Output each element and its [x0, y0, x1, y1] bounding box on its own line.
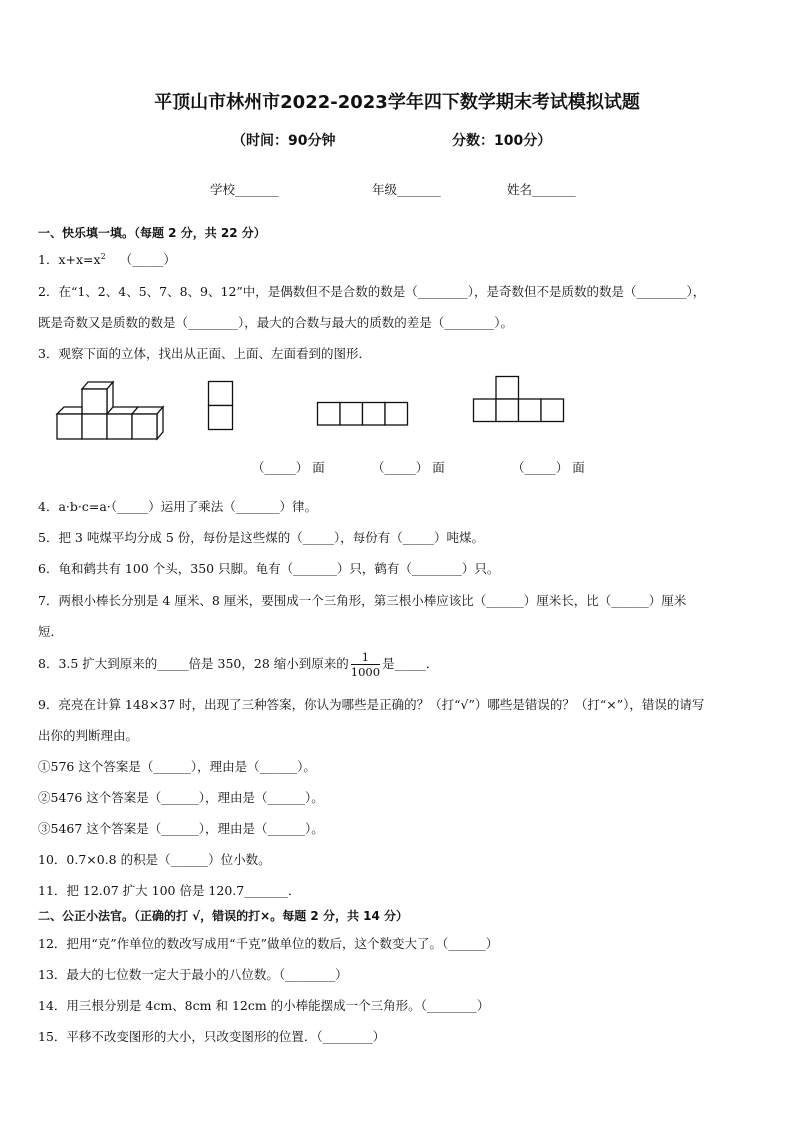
- question-15: 15．平移不改变图形的大小，只改变图形的位置．（________）: [38, 1029, 386, 1044]
- grade-field[interactable]: 年级_______: [372, 182, 441, 197]
- view-figure-1: [207, 380, 235, 432]
- view-label-1[interactable]: （_____） 面: [252, 460, 325, 475]
- view-label-2[interactable]: （_____） 面: [372, 460, 445, 475]
- question-9-item-1: ①576 这个答案是（______），理由是（______）。: [38, 759, 316, 774]
- question-12: 12．把用“克”作单位的数改写成用“千克”做单位的数后，这个数变大了。（______）: [38, 936, 499, 951]
- question-2-line-1: 2．在“1、2、4、5、7、8、9、12”中，是偶数但不是合数的数是（________），是奇数但不是质数的数是（________），: [38, 284, 706, 299]
- question-6: 6．龟和鹤共有 100 个头，350 只脚。龟有（_______）只，鹤有（________）只。: [38, 561, 500, 576]
- view-figure-3: [472, 375, 568, 423]
- question-1-text: 1．x+x=x: [38, 252, 101, 267]
- question-7-line-2: 短．: [38, 624, 64, 639]
- question-2-line-2: 既是奇数又是质数的数是（________），最大的合数与最大的质数的差是（________）。: [38, 315, 514, 330]
- question-9-line-2: 出你的判断理由。: [38, 728, 139, 743]
- question-8: [38, 650, 438, 679]
- exam-score: 分数：100分）: [452, 133, 552, 149]
- school-field[interactable]: 学校_______: [210, 182, 279, 197]
- fraction: [351, 650, 380, 679]
- page-title: 平顶山市林州市2022-2023学年四下数学期末考试模拟试题: [154, 92, 640, 113]
- question-5: 5．把 3 吨煤平均分成 5 份，每份是这些煤的（_____），每份有（_____）吨煤。: [38, 530, 485, 545]
- question-8-text-b: 是_____．: [382, 656, 439, 671]
- question-10: 10．0.7×0.8 的积是（______）位小数。: [38, 852, 271, 867]
- question-9-item-3: ③5467 这个答案是（______），理由是（______）。: [38, 821, 324, 836]
- question-1-exponent: 2: [100, 251, 106, 261]
- fraction-denominator: 1000: [350, 665, 381, 679]
- question-9-line-1: 9．亮亮在计算 148×37 时，出现了三种答案，你认为哪些是正确的？（打“√”）哪些是错误的？（打“×”），错误的请写: [38, 697, 705, 712]
- question-8-text-a: 8．3.5 扩大到原来的_____倍是 350，28 缩小到原来的: [38, 656, 349, 671]
- view-label-3[interactable]: （_____） 面: [512, 460, 585, 475]
- question-14: 14．用三根分别是 4cm、8cm 和 12cm 的小棒能摆成一个三角形。（________）: [38, 998, 490, 1013]
- question-1-blank[interactable]: （_____）: [119, 252, 176, 267]
- question-9-item-2: ②5476 这个答案是（______），理由是（______）。: [38, 790, 324, 805]
- question-7-line-1: 7．两根小棒长分别是 4 厘米、8 厘米，要围成一个三角形，第三根小棒应该比（______）厘米长，比（______）厘米: [38, 593, 687, 608]
- question-13: 13．最大的七位数一定大于最小的八位数。（________）: [38, 967, 348, 982]
- fraction-numerator: 1: [351, 650, 380, 665]
- section-1-heading: 一、快乐填一填。（每题 2 分，共 22 分）: [38, 226, 266, 240]
- exam-time: （时间：90分钟: [232, 133, 336, 149]
- view-figure-2: [316, 401, 410, 427]
- solid-figure: [55, 380, 170, 442]
- name-field[interactable]: 姓名_______: [507, 182, 576, 197]
- question-4: 4．a·b·c=a·（_____）运用了乘法（_______）律。: [38, 499, 318, 514]
- question-1: [38, 250, 176, 268]
- question-3: 3．观察下面的立体，找出从正面、上面、左面看到的图形．: [38, 346, 371, 361]
- section-2-heading: 二、公正小法官。（正确的打 √，错误的打×。每题 2 分，共 14 分）: [38, 909, 408, 923]
- question-11: 11．把 12.07 扩大 100 倍是 120.7_______．: [38, 883, 301, 898]
